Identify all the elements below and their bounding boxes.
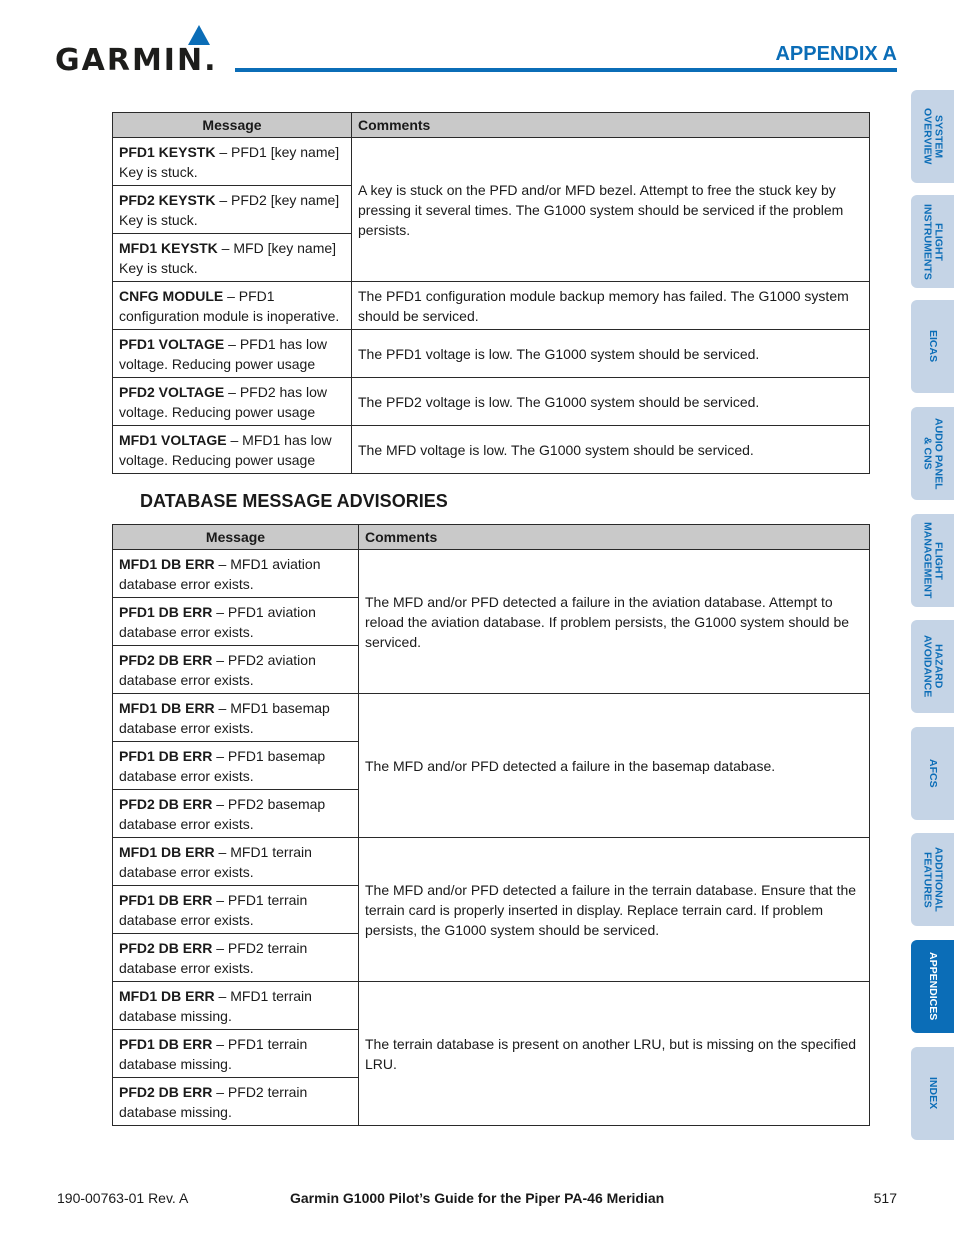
tab-label: AUDIO PANEL & CNS (921, 417, 945, 490)
message-cell (113, 378, 352, 426)
table-row (113, 426, 870, 474)
message-code: MFD1 DB ERR (119, 699, 215, 716)
message-code: MFD1 VOLTAGE (119, 431, 227, 448)
column-header-comments: Comments (359, 525, 870, 550)
page-number: 517 (873, 1190, 897, 1206)
message-code: PFD1 DB ERR (119, 1035, 213, 1052)
message-cell (113, 234, 352, 282)
section-tab-strip (911, 0, 954, 1235)
message-code: MFD1 KEYSTK (119, 239, 218, 256)
message-description: – MFD1 aviation database error exists. (119, 555, 321, 592)
tab-label: APPENDICES (927, 952, 939, 1021)
tab-flight-instruments[interactable] (911, 195, 954, 288)
message-code: MFD1 DB ERR (119, 555, 215, 572)
message-cell (113, 1078, 359, 1126)
message-cell (113, 598, 359, 646)
table-row (113, 378, 870, 426)
tab-label: FLIGHT INSTRUMENTS (921, 203, 945, 280)
tab-label: SYSTEM OVERVIEW (921, 108, 945, 165)
message-cell (113, 426, 352, 474)
message-description: – PFD2 [key name] Key is stuck. (119, 191, 340, 228)
message-cell (113, 934, 359, 982)
comment-cell: The MFD and/or PFD detected a failure in the basemap database. (359, 694, 870, 838)
tab-label: AFCS (927, 759, 939, 788)
comment-cell: The PFD1 configuration module backup memory has failed. The G1000 system should be serviced. (352, 282, 870, 330)
message-code: PFD2 DB ERR (119, 795, 213, 812)
database-message-table (112, 524, 870, 1126)
table-row (113, 694, 870, 742)
message-code: CNFG MODULE (119, 287, 224, 304)
tab-label: ADDITIONAL FEATURES (921, 847, 945, 912)
message-code: PFD1 VOLTAGE (119, 335, 225, 352)
message-description: – PFD2 has low voltage. Reducing power usage (119, 383, 327, 420)
message-description: – PFD1 terrain database missing. (119, 1035, 308, 1072)
header-rule (235, 68, 897, 72)
comment-cell: The MFD and/or PFD detected a failure in the aviation database. Attempt to reload the aviation database. If problem persists, the G1000 system should be serviced. (359, 550, 870, 694)
message-cell (113, 330, 352, 378)
page-section-title: APPENDIX A (775, 43, 897, 65)
message-code: PFD1 KEYSTK (119, 143, 216, 160)
tab-label: INDEX (927, 1077, 939, 1110)
comment-cell: A key is stuck on the PFD and/or MFD bezel. Attempt to free the stuck key by pressing it several times. The G1000 system should be serviced if the problem persists. (352, 138, 870, 282)
message-description: – MFD1 has low voltage. Reducing power usage (119, 431, 332, 468)
comment-cell: The PFD1 voltage is low. The G1000 system should be serviced. (352, 330, 870, 378)
guide-title: Garmin G1000 Pilot’s Guide for the Piper PA-46 Meridian (290, 1190, 665, 1206)
tab-audio-panel-cns[interactable] (911, 407, 954, 500)
message-code: PFD2 DB ERR (119, 939, 213, 956)
message-cell (113, 886, 359, 934)
tab-index[interactable] (911, 1047, 954, 1140)
message-description: – PFD2 aviation database error exists. (119, 651, 316, 688)
garmin-delta-icon (188, 25, 210, 45)
comment-cell: The MFD voltage is low. The G1000 system should be serviced. (352, 426, 870, 474)
message-description: – MFD [key name] Key is stuck. (119, 239, 337, 276)
message-code: PFD2 DB ERR (119, 651, 213, 668)
tab-label: FLIGHT MANAGEMENT (921, 522, 945, 599)
tab-additional-features[interactable] (911, 833, 954, 926)
table-header-row (113, 525, 870, 550)
message-description: – PFD1 configuration module is inoperative. (119, 287, 340, 324)
section-heading: DATABASE MESSAGE ADVISORIES (140, 491, 448, 511)
tab-system-overview[interactable] (911, 90, 954, 183)
table-row (113, 138, 870, 186)
column-header-comments: Comments (352, 113, 870, 138)
comment-cell: The MFD and/or PFD detected a failure in the terrain database. Ensure that the terrain card is properly inserted in display. Replace terrain card. If problem persists, the G1000 system should be serviced. (359, 838, 870, 982)
garmin-logo (55, 25, 220, 78)
tab-appendices[interactable] (911, 940, 954, 1033)
comment-cell: The PFD2 voltage is low. The G1000 system should be serviced. (352, 378, 870, 426)
message-cell (113, 982, 359, 1030)
message-description: – MFD1 terrain database error exists. (119, 843, 312, 880)
tab-hazard-avoidance[interactable] (911, 620, 954, 713)
message-code: PFD2 DB ERR (119, 1083, 213, 1100)
table-row (113, 550, 870, 598)
message-code: MFD1 DB ERR (119, 987, 215, 1004)
message-cell (113, 138, 352, 186)
tab-label: EICAS (927, 330, 939, 363)
column-header-message: Message (113, 113, 352, 138)
message-cell (113, 694, 359, 742)
message-description: – PFD2 terrain database missing. (119, 1083, 308, 1120)
column-header-message: Message (113, 525, 359, 550)
table-header-row (113, 113, 870, 138)
message-cell (113, 742, 359, 790)
message-description: – PFD1 has low voltage. Reducing power usage (119, 335, 327, 372)
page-footer (0, 1190, 954, 1212)
message-code: PFD2 KEYSTK (119, 191, 216, 208)
message-code: PFD2 VOLTAGE (119, 383, 225, 400)
tab-label: HAZARD AVOIDANCE (921, 635, 945, 698)
brand-name: GARMIN. (55, 43, 218, 78)
comment-cell: The terrain database is present on another LRU, but is missing on the specified LRU. (359, 982, 870, 1126)
tab-afcs[interactable] (911, 727, 954, 820)
document-number: 190-00763-01 Rev. A (57, 1190, 189, 1206)
message-cell (113, 646, 359, 694)
message-code: PFD1 DB ERR (119, 891, 213, 908)
message-code: MFD1 DB ERR (119, 843, 215, 860)
table-row (113, 838, 870, 886)
message-description: – PFD1 [key name] Key is stuck. (119, 143, 340, 180)
message-cell (113, 282, 352, 330)
message-cell (113, 790, 359, 838)
message-code: PFD1 DB ERR (119, 747, 213, 764)
message-code: PFD1 DB ERR (119, 603, 213, 620)
message-cell (113, 186, 352, 234)
system-message-table (112, 112, 870, 474)
tab-eicas[interactable] (911, 300, 954, 393)
table-row (113, 982, 870, 1030)
message-cell (113, 838, 359, 886)
message-description: – PFD1 basemap database error exists. (119, 747, 326, 784)
table-row (113, 330, 870, 378)
message-description: – PFD1 terrain database error exists. (119, 891, 308, 928)
message-description: – PFD2 terrain database error exists. (119, 939, 308, 976)
message-description: – MFD1 basemap database error exists. (119, 699, 330, 736)
table-row (113, 282, 870, 330)
message-description: – MFD1 terrain database missing. (119, 987, 312, 1024)
message-cell (113, 550, 359, 598)
message-description: – PFD1 aviation database error exists. (119, 603, 316, 640)
tab-flight-management[interactable] (911, 514, 954, 607)
message-description: – PFD2 basemap database error exists. (119, 795, 326, 832)
message-cell (113, 1030, 359, 1078)
